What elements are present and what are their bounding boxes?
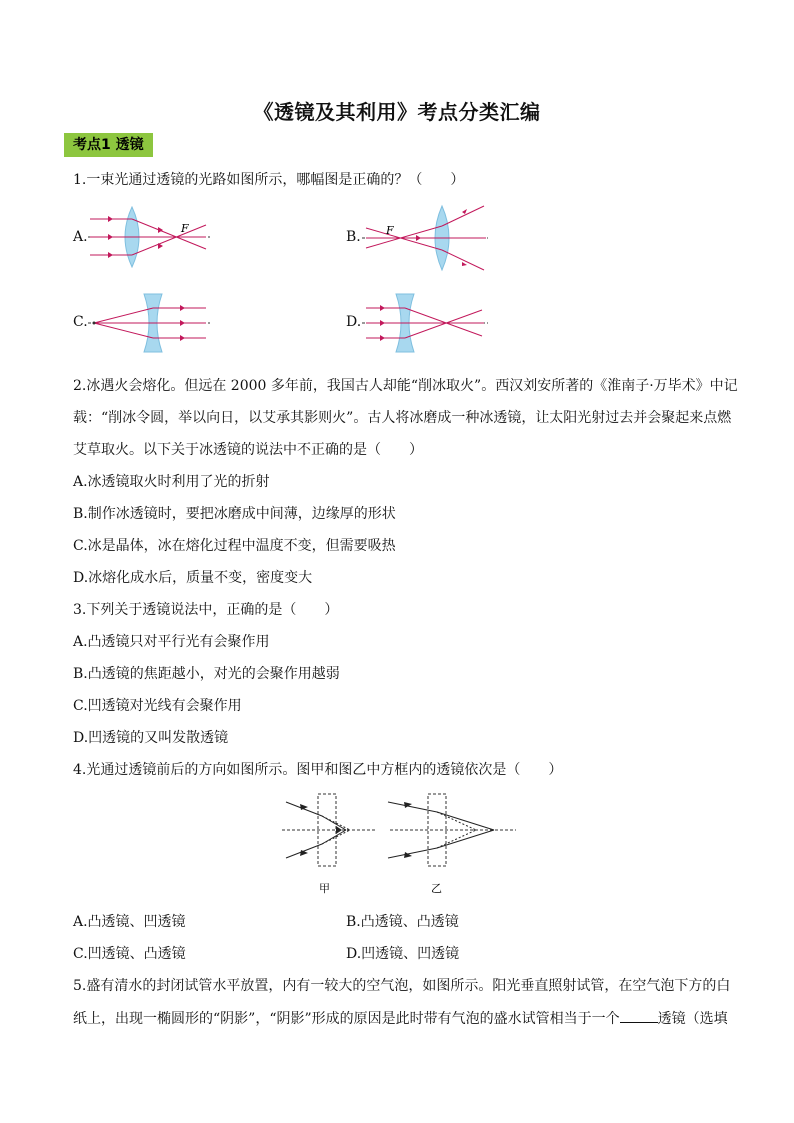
focus-label: F: [386, 224, 394, 237]
ray: [132, 225, 206, 255]
ray-extension: [437, 830, 476, 848]
arrow-icon: [180, 335, 185, 341]
arrow-icon: [180, 320, 185, 326]
q2-option-b: B.制作冰透镜时，要把冰磨成中间薄，边缘厚的形状: [73, 506, 396, 522]
q1-figure-a: [88, 205, 212, 269]
ray: [388, 848, 437, 858]
ray: [405, 310, 482, 338]
focus-label: F: [181, 222, 189, 235]
q3-option-c: C.凹透镜对光线有会聚作用: [73, 698, 242, 714]
page-title: 《透镜及其利用》考点分类汇编: [253, 100, 541, 124]
q2-option-c: C.冰是晶体，冰在熔化过程中温度不变，但需要吸热: [73, 538, 396, 554]
q5-stem-line: 5.盛有清水的封闭试管水平放置，内有一较大的空气泡，如图所示。阳光垂直照射试管，在空气泡下方的白: [73, 978, 731, 994]
ray: [366, 228, 442, 250]
arrow-icon: [380, 320, 385, 326]
q3-stem: 3.下列关于透镜说法中，正确的是（ ）: [73, 602, 339, 618]
q1-option-c-label: C.: [73, 314, 88, 330]
fig-label-yi: 乙: [431, 882, 442, 895]
q3-option-b: B.凸透镜的焦距越小，对光的会聚作用越弱: [73, 666, 340, 682]
ray: [405, 308, 482, 336]
arrow-icon: [108, 234, 113, 240]
ray: [286, 802, 322, 816]
ray-extension: [437, 812, 476, 830]
q2-option-a: A.冰透镜取火时利用了光的折射: [73, 474, 270, 490]
arrow-icon: [462, 262, 467, 266]
q3-option-a: A.凸透镜只对平行光有会聚作用: [73, 634, 270, 650]
q1-figure-b: [362, 204, 490, 272]
ray: [286, 844, 322, 858]
arrow-icon: [108, 216, 113, 222]
arrow-icon: [462, 209, 467, 214]
arrow-icon: [180, 305, 185, 311]
q1-figure-d: [362, 292, 490, 354]
q1-stem: 1.一束光通过透镜的光路如图所示，哪幅图是正确的？（ ）: [73, 172, 465, 188]
q4-option-d: D.凹透镜、凹透镜: [346, 946, 460, 962]
q5-text-before-blank: 纸上，出现一椭圆形的“阴影”，“阴影”形成的原因是此时带有气泡的盛水试管相当于一个: [73, 1011, 620, 1027]
q2-stem-line: 2.冰遇火会熔化。但远在 2000 多年前，我国古人却能“削冰取火”。西汉刘安所著的《淮南子·万毕术》中记: [73, 378, 738, 394]
q5-text-after-blank: 透镜（选填: [657, 1011, 728, 1027]
ray: [132, 219, 206, 249]
ray: [442, 250, 484, 270]
ray: [442, 206, 484, 226]
q2-stem-line: 艾草取火。以下关于冰透镜的说法中不正确的是（ ）: [73, 442, 423, 458]
ray: [366, 226, 442, 248]
q1-option-b-label: B.: [346, 229, 361, 245]
arrow-icon: [108, 252, 113, 258]
q5-stem-line2: [73, 1008, 728, 1029]
q4-option-c: C.凹透镜、凸透镜: [73, 946, 186, 962]
ray: [94, 323, 153, 338]
q4-figure: [280, 790, 520, 898]
q4-option-b: B.凸透镜、凸透镜: [346, 914, 459, 930]
arrow-icon: [416, 235, 421, 241]
arrow-icon: [380, 305, 385, 311]
point-source: [93, 322, 96, 325]
ray: [94, 308, 153, 323]
q2-stem-line: 载：“削冰令圆，举以向日，以艾承其影则火”。古人将冰磨成一种冰透镜，让太阳光射过去并会聚起来点燃: [73, 410, 732, 426]
q1-option-a-label: A.: [73, 229, 88, 245]
q1-figure-c: [88, 292, 212, 354]
q4-option-a: A.凸透镜、凹透镜: [73, 914, 186, 930]
arrow-icon: [158, 227, 163, 233]
answer-blank[interactable]: [620, 1008, 658, 1023]
q4-stem: 4.光通过透镜前后的方向如图所示。图甲和图乙中方框内的透镜依次是（ ）: [73, 762, 563, 778]
arrow-icon: [380, 335, 385, 341]
q1-option-d-label: D.: [346, 314, 362, 330]
q2-option-d: D.冰熔化成水后，质量不变，密度变大: [73, 570, 313, 586]
q3-option-d: D.凹透镜的又叫发散透镜: [73, 730, 229, 746]
section-badge: 考点1 透镜: [64, 133, 153, 157]
fig-label-jia: 甲: [319, 882, 330, 895]
ray: [388, 802, 437, 812]
